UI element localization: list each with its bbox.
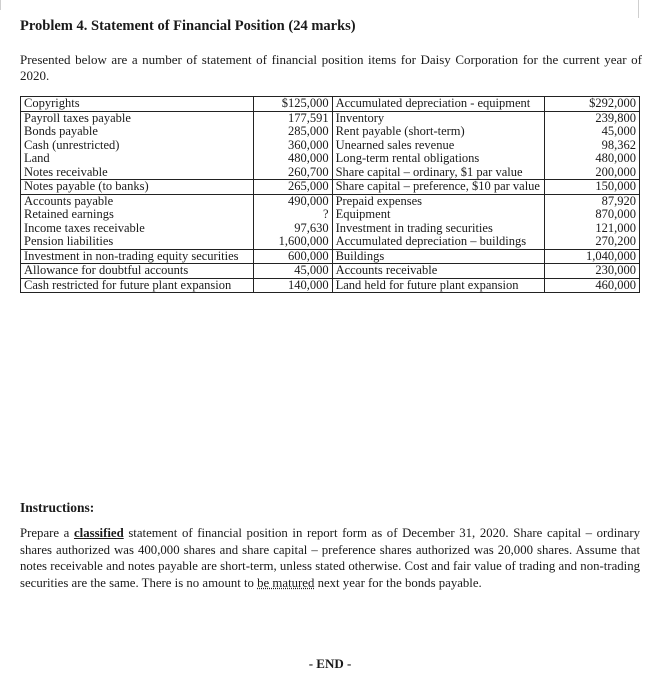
item-label: Income taxes receivable [21, 222, 254, 236]
item-label: Long-term rental obligations [335, 151, 480, 165]
table-row [21, 235, 640, 249]
problem-title: Problem 4. Statement of Financial Position (24 marks) [20, 18, 356, 34]
table-row [21, 222, 640, 236]
item-label: Buildings [332, 249, 545, 264]
instructions-text-3: next year for the bonds payable. [314, 575, 482, 590]
item-label: Bonds payable [21, 125, 254, 139]
item-amount: 490,000 [254, 194, 332, 208]
table-row [21, 208, 640, 222]
item-label: Accumulated depreciation - equipment [332, 97, 545, 112]
table-row [21, 264, 640, 279]
table-row [21, 152, 640, 166]
instructions-heading: Instructions: [20, 500, 95, 515]
item-amount: 150,000 [545, 180, 640, 195]
item-amount: 480,000 [254, 152, 332, 166]
item-amount: 121,000 [545, 222, 640, 236]
table-row [21, 278, 640, 293]
end-marker: - END - [308, 656, 352, 671]
item-amount: 1,040,000 [545, 249, 640, 264]
item-label: Retained earnings [21, 208, 254, 222]
item-label: Cash (unrestricted) [21, 139, 254, 153]
item-amount: 480,000 [545, 152, 640, 166]
item-amount: 260,700 [254, 166, 332, 180]
item-label: Investment in trading securities [335, 220, 493, 235]
instructions-paragraph [20, 525, 640, 591]
item-label: Prepaid expenses [332, 194, 545, 208]
item-amount: 460,000 [545, 278, 640, 293]
item-amount: 98,362 [545, 139, 640, 153]
item-amount: 230,000 [545, 264, 640, 279]
item-amount: 600,000 [254, 249, 332, 264]
table-row [21, 249, 640, 264]
item-amount: 140,000 [254, 278, 332, 293]
item-amount: 97,630 [254, 222, 332, 236]
item-label: Notes payable (to banks) [21, 180, 254, 195]
item-amount: ? [254, 208, 332, 222]
item-label: Copyrights [21, 97, 254, 112]
financial-items-table [20, 96, 640, 293]
item-amount: 200,000 [545, 166, 640, 180]
item-amount: 285,000 [254, 125, 332, 139]
item-label: Accounts receivable [332, 264, 545, 279]
item-label: Cash restricted for future plant expansion [21, 278, 254, 293]
item-label: Share capital – preference, $10 par value [332, 180, 545, 195]
page-edge-left [0, 0, 1, 10]
table-row [21, 180, 640, 195]
item-amount: 265,000 [254, 180, 332, 195]
table-row [21, 97, 640, 112]
item-amount: 87,920 [545, 194, 640, 208]
page-edge-right [638, 0, 639, 18]
item-amount: 870,000 [545, 208, 640, 222]
classified-word: classified [73, 526, 124, 540]
item-label: Investment in non-trading equity securities [21, 249, 254, 264]
intro-paragraph: Presented below are a number of statement of financial position items for Daisy Corporation for the current year of 2020. [20, 52, 642, 83]
item-amount: $292,000 [545, 97, 640, 112]
item-amount: 177,591 [254, 111, 332, 125]
table-row [21, 125, 640, 139]
item-label: Payroll taxes payable [21, 111, 254, 125]
item-label: Allowance for doubtful accounts [21, 264, 254, 279]
item-amount: 270,200 [545, 235, 640, 249]
item-amount: 1,600,000 [254, 235, 332, 249]
item-amount: 45,000 [254, 264, 332, 279]
item-label: Accumulated depreciation – buildings [332, 235, 545, 249]
item-label: Rent payable (short-term) [335, 124, 465, 138]
be-matured-word: be matured [257, 575, 315, 590]
item-label: Equipment [335, 207, 391, 221]
instructions-text-1: Prepare a [20, 526, 74, 540]
table-row [21, 139, 640, 153]
table-row [21, 111, 640, 125]
item-label: Accounts payable [21, 194, 254, 208]
item-label: Share capital – ordinary, $1 par value [332, 166, 545, 180]
item-amount: 239,800 [545, 111, 640, 125]
item-label: Inventory [332, 111, 545, 125]
instructions-text-2: statement of financial position in report form as of December 31, 2020. Share capital – ordinary shares authorized was 400,000 shares and share capital – preference shares authorized was 20,000 shares. Assume that notes receivable and notes payable are short-term, unless stated otherwise. Cost and fair value of trading and non-trading securities are the same. There is no amount to [20, 526, 640, 590]
item-amount: 45,000 [545, 125, 640, 139]
item-amount: 360,000 [254, 139, 332, 153]
item-label: Land [21, 152, 254, 166]
table-row [21, 166, 640, 180]
table-row [21, 194, 640, 208]
item-amount: $125,000 [254, 97, 332, 112]
item-label: Notes receivable [21, 166, 254, 180]
item-label: Land held for future plant expansion [332, 278, 545, 293]
item-label: Unearned sales revenue [335, 137, 455, 152]
item-label: Pension liabilities [21, 235, 254, 249]
